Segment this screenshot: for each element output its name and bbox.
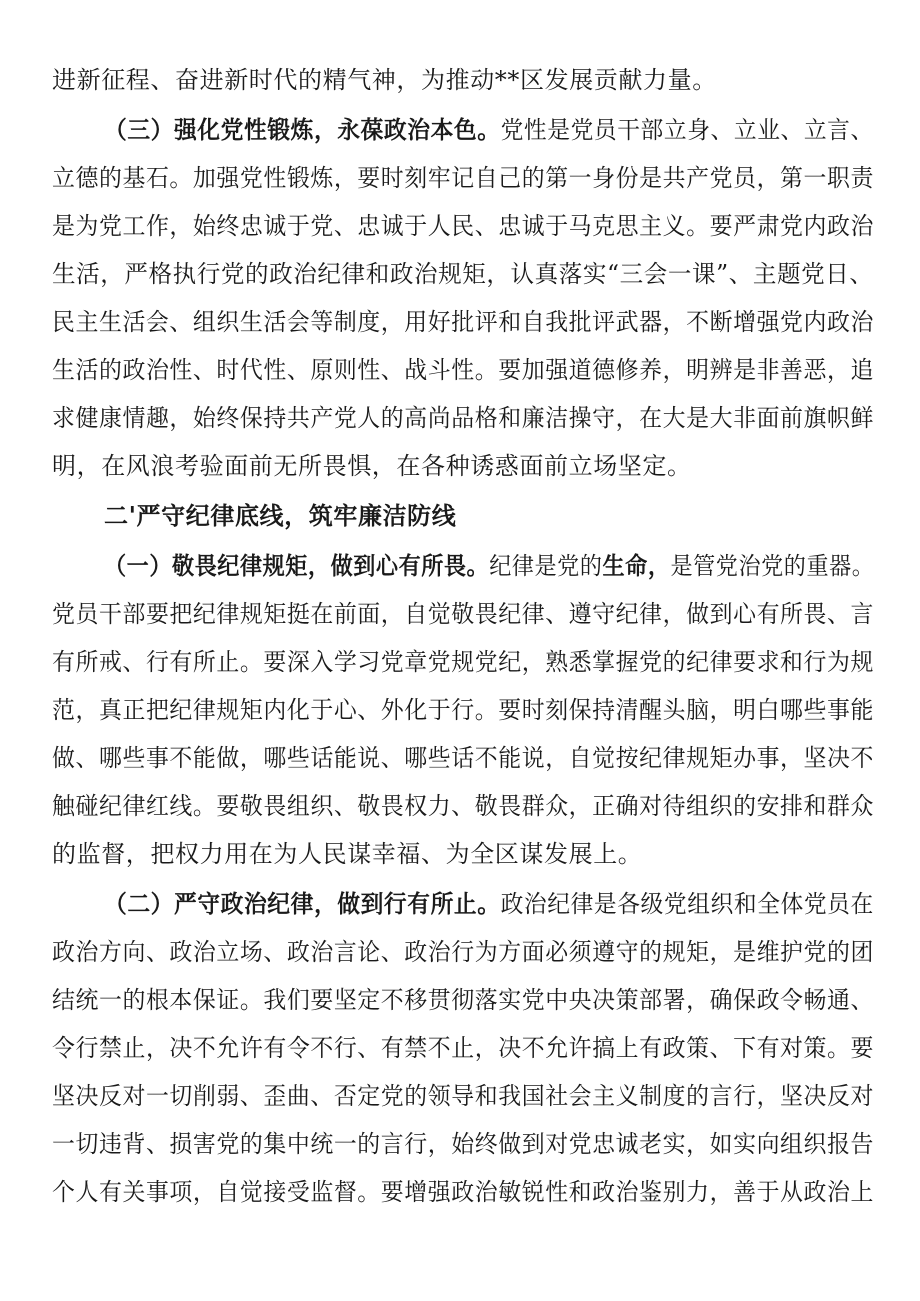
- paragraph-line: [52, 1172, 874, 1212]
- paragraph-line: [52, 786, 874, 826]
- line-text: 做、哪些事不能做，哪些话能说、哪些话不能说，自觉按纪律规矩办事，坚决不: [52, 744, 874, 772]
- section-heading-line: [104, 884, 874, 924]
- line-text: 立德的基石。加强党性锻炼，要时刻牢记自己的第一身份是共产党员，第一职责: [52, 164, 874, 192]
- line-text: 政治纪律是各级党组织和全体党员在: [500, 890, 874, 918]
- line-text: 求健康情趣，始终保持共产党人的高尚品格和廉洁操守，在大是大非面前旗帜鲜: [52, 404, 874, 432]
- section-heading-line: [104, 546, 874, 586]
- line-text: 进新征程、奋进新时代的精气神，为推动**区发展贡献力量。: [52, 66, 717, 94]
- line-text: 生活的政治性、时代性、原则性、战斗性。要加强道德修养，明辨是非善恶，追: [52, 356, 874, 384]
- section-heading-line: [104, 110, 874, 150]
- line-text: 是为党工作，始终忠诚于党、忠诚于人民、忠诚于马克思主义。要严肃党内政治: [52, 212, 874, 240]
- paragraph-line: [52, 690, 874, 730]
- paragraph-line: [52, 738, 874, 778]
- paragraph-line: [52, 158, 874, 198]
- line-text: 政治方向、政治立场、政治言论、政治行为方面必须遵守的规矩，是维护党的团: [52, 938, 874, 966]
- line-text: 的监督，把权力用在为人民谋幸福、为全区谋发展上。: [52, 840, 643, 868]
- paragraph-line: [52, 254, 874, 294]
- section-heading: （三）强化党性锻炼，永葆政治本色。: [104, 115, 501, 144]
- line-text: 令行禁止，决不允许有令不行、有禁不止，决不允许搞上有政策、下有对策。要: [52, 1034, 874, 1062]
- line-text: 有所戒、行有所止。要深入学习党章党规党纪，熟悉掌握党的纪律要求和行为规: [52, 648, 874, 676]
- paragraph-line: [52, 302, 874, 342]
- paragraph-line: [52, 932, 874, 972]
- line-text: 明，在风浪考验面前无所畏惧，在各种诱惑面前立场坚定。: [52, 452, 692, 480]
- line-text: 民主生活会、组织生活会等制度，用好批评和自我批评武器，不断增强党内政治: [52, 308, 874, 336]
- paragraph-line: [52, 206, 874, 246]
- paragraph-line: [52, 398, 874, 438]
- paragraph-line: [52, 446, 692, 486]
- line-text: 坚决反对一切削弱、歪曲、否定党的领导和我国社会主义制度的言行，坚决反对: [52, 1082, 874, 1110]
- line-text: 生活，严格执行党的政治纪律和政治规矩，认真落实“三会一课”、主题党日、: [52, 260, 874, 288]
- line-text-bold: 生命，: [602, 551, 671, 580]
- line-text: 范，真正把纪律规矩内化于心、外化于行。要时刻保持清醒头脑，明白哪些事能: [52, 696, 874, 724]
- paragraph-line: [52, 980, 874, 1020]
- section-heading: （一）敬畏纪律规矩，做到心有所畏。: [104, 551, 490, 580]
- chapter-heading: 二'严守纪律底线，筑牢廉洁防线: [104, 501, 457, 530]
- chapter-heading-line: [104, 496, 456, 536]
- line-text: 结统一的根本保证。我们要坚定不移贯彻落实党中央决策部署，确保政令畅通、: [52, 986, 874, 1014]
- line-text: 触碰纪律红线。要敬畏组织、敬畏权力、敬畏群众，正确对待组织的安排和群众: [52, 792, 874, 820]
- paragraph-line: [52, 60, 717, 100]
- paragraph-line: [52, 350, 874, 390]
- line-text: 个人有关事项，自觉接受监督。要增强政治敏锐性和政治鉴别力，善于从政治上: [52, 1178, 874, 1206]
- paragraph-line: [52, 642, 874, 682]
- line-text: 党员干部要把纪律规矩挺在前面，自觉敬畏纪律、遵守纪律，做到心有所畏、言: [52, 600, 874, 628]
- line-text: 是管党治党的重器。: [670, 552, 875, 580]
- paragraph-line: [52, 594, 874, 634]
- line-text: 纪律是党的: [489, 552, 603, 580]
- paragraph-line: [52, 834, 642, 874]
- line-text: 党性是党员干部立身、立业、立言、: [500, 116, 874, 144]
- paragraph-line: [52, 1124, 874, 1164]
- section-heading: （二）严守政治纪律，做到行有所止。: [104, 889, 501, 918]
- line-text: 一切违背、损害党的集中统一的言行，始终做到对党忠诚老实，如实向组织报告: [52, 1130, 874, 1158]
- paragraph-line: [52, 1076, 874, 1116]
- paragraph-line: [52, 1028, 874, 1068]
